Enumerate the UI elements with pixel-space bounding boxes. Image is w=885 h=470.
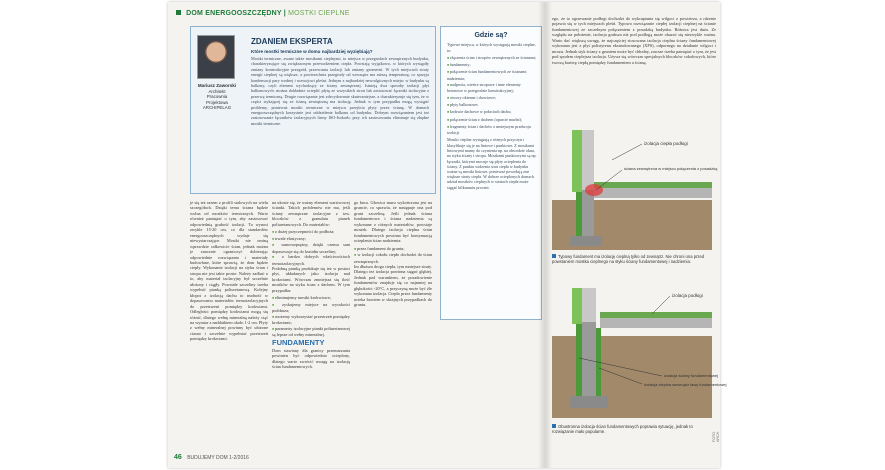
expert-company: ARCHIPELAG [202,105,232,111]
where-item: ■ złączenia ścian i stropów zewnętrznych ze ścianami; [447,55,537,61]
fig2-label-1: izolacja podłogi [672,293,703,298]
where-box [440,26,542,320]
figure-2-caption [552,424,712,434]
fig1-wall-insulation [572,130,582,192]
fig1-foundation-insulation [576,192,582,238]
photo-credit: FOTO: ARCH. [712,430,720,442]
figure-double-insulation [552,288,727,418]
fig1-floor-insulation [594,182,712,188]
expert-role3: Projektowa [206,99,228,105]
caption-dot-icon [552,424,556,428]
where-item: ■ krokwie dachowe w połaciach dachu; [447,109,537,115]
expert-box [190,26,436,194]
figure-1-caption [552,254,712,264]
column-2-item: ■ eliminujemy mostki krokwiowe; [272,295,350,301]
right-page [546,2,727,468]
fig1-label-1: izolacja ciepła podłogi [644,141,688,146]
where-intro: Typowe miejsca, w których występują mostki cieplne, to: [447,42,536,54]
fig1-wall-above [582,130,594,190]
page-footer [174,454,249,461]
where-item: ■ połączenie ścian z dachem (oparcie murłat); [447,117,537,123]
expert-role1: Architekt [208,88,226,94]
fig2-label-3: izolacja cieplna wewnątrz ławy fundamentowej [644,382,727,387]
column-2-item: ■ zyskujemy miejsce na wysokości poddasza; [272,302,350,314]
column-2 [272,200,350,372]
expert-title: ZDANIEM EKSPERTA [251,37,333,46]
expert-role2: Pracownia [206,94,228,100]
column-2-item: ■ możemy wykorzystać przestrzeń pomiędzy krokwiami; [272,314,350,326]
fig1-label-2: ściana zewnętrzna w miejscu połączenia z posadzką [624,166,718,171]
right-paragraph: ego, że to ogrzewanie podłogi dochodzi do wykrapiania się wilgoci z powietrza, a rdzenie pojawia się w tych miejscach pleśń. Typowo rozwiązanie ciepłej izolacji cieplnej na ścianie fundamentowej ze szczelnym połączeniem z posadzką budynku. Różnica jest duża. Ze względu na położenie, izolacja grubsza niż pod podłogą może okazać się niezwykle ważna. Warto dać większą uwagę, że najczęściej stosowana izolacja cieplna ściany fundamentowej wykonana jest z płyt polistyrenu ekstrudowanego (XPS), odpornego na działanie wilgoci i mrozu. Jednak styk ściany z gruntem może być chłodny, zawsze trzeba pamiętać o tym, że jest pod spodem cieplejsza izolacja. Używa się wówczas specjalnych bloczków cokołowych, które tworzą barierę ciepłą pomiędzy fundamentem a ścianą. [552,16,716,65]
fig2-outer-insulation [576,324,582,396]
column-2-item: ■ trwale elastyczny; [272,236,350,242]
fig1-foundation-wall [582,190,594,238]
column-3-item: ■ przez fundament do gruntu; [354,246,432,252]
expert-question: Które mostki termiczne w domu najbardziej wyziębiają? [251,49,373,54]
header-divider: | [283,10,289,17]
where-title: Gdzie są? [474,32,508,39]
column-1-text: je się też razem z profili stalowych na wielu szczegółach. Dzięki temu ściana będzie wolna od mostków termicznych. Warto również pamiętać o tym, aby zastosować odpowiednią grubość izolacji. Ta wynosi zwykle 15-20 cm, co dla standardów energooszczędnych wydaje się niewystarczające. Mostki nie ominą wprawdzie całkowicie ścian, jednak można je znacznie ograniczyć dobierając odpowiednie rozwiązania i materiały budowlane, które sprawią, że dom będzie ciepły. Wykonanie izolacji na styku ścian i stropu nie jest takie proste. Należy zadbać o to, aby materiał izolacyjny był szczelnie ułożony i ciągły. Powstałe szczeliny trzeba wypełnić pianką poliuretanową. Kolejny kłopot z izolacją dachu to trudność w dopasowaniu materiałów termoizolacyjnych do przestrzeni pomiędzy krokwiami. Odległości pomiędzy krokwiami mogą się różnić, dlatego wełnę mineralną należy ciąć na wymiar z naddatkiem około 1-2 cm. Płyty z wełny mineralnej powinny być ułożone ciasno i szczelnie wypełniać przestrzeń pomiędzy krokwiami. [190,200,268,342]
fig1-thermal-bridge-marker [585,184,603,196]
header-square-icon [176,10,181,15]
left-page [168,2,544,468]
fig2-wall-insulation [572,288,582,324]
expert-photo [197,35,235,79]
column-3 [354,200,432,310]
magazine-spread [168,2,727,468]
where-item: ■ połączenie ścian fundamentowych ze ścianami nadziemia; [447,69,537,80]
column-2-fund: Dom stawiany dla granicy przemarzania powinien być odpowiednio ocieplony, dlatego warto zwrócić uwagę na izolację ścian fundamentowych. [272,347,350,370]
column-2-mid: Podobną pianką produkuje się też w postaci płyt, układanych jako izolacja nad krokwiami. Wówczas zmniejsza się ilość mostków na styku ścian z dachem. W tym przypadku: [272,265,350,293]
where-item: ■ płyty balkonowe; [447,102,537,108]
section-header [176,10,350,17]
column-2-list [272,229,350,266]
right-text [552,16,716,67]
where-item: ■ nadproża, wieńce stropowe i inne elementy betonowe w przegrodzie konstrukcyjnej; [447,82,537,93]
figure-1-caption-text: Typowy fundament ma izolację cieplną tylko od zewnątrz. Nie chroni ona przed powstaniem mostka cieplnego na styku ściany fundamentowej i nadziemia. [552,254,705,265]
column-2-intro: na ukosie się, że ważny element warstwowej ścianki. Takich problemów nie ma, jeśli ściany zewnętrzne izolacyjne z tzw. bloczków z granulatu pianek poliuretanowych. Do materiałów: [272,200,350,227]
header-subsection: MOSTKI CIEPLNE [288,10,350,17]
column-1 [190,200,268,344]
fig2-wall-above [582,288,596,322]
figure-2-caption-text: Obustronna izolacja ścian fundamentowych poprawia sytuację, jednak to rozwiązanie mało popularne. [552,424,693,435]
column-3-item: ■ w izolacji cokołu ciepło dochodzi do ścian zewnętrznych. [354,252,432,264]
where-item: ■ fundamenty; [447,62,537,68]
column-3-end: Im dłuższa droga ciepła, tym mniejsze straty. Dlatego też izolacja powinna sięgać głębiej. Jednak pod warunkiem, że posadowienie fundamentów znajduje się co najmniej na głębokości -20°C, a przyczyną może być źle wykonana izolacja. Ciepło przez fundamenty ucieka bowiem w skrajnych przypadkach do gruntu. [354,263,432,308]
where-item: ■ fragmenty ścian i dachów o mniejszym przekroju izolacji. [447,124,537,135]
column-3-list [354,246,432,264]
column-2-item: ■ o dużej przyczepności do podłoża; [272,229,350,235]
fig2-floor-insulation [600,312,712,318]
fig1-floor-slab [594,188,712,198]
magazine-name: BUDUJEMY DOM 1-2/2016 [187,455,249,461]
column-3-text: go ława. Głowica muru wykończona jest na gruncie, co sprawia, że następuje ona pod grunt szczeliną. Jeśli jednak ściana fundamentowa i ściana nadziemia są wykonane z różnych materiałów, powstaje mostek. Dlatego izolacja cieplna ścian fundamentowych powinna być kontynuacją ocieplenia ścian nadziemia: [354,200,432,244]
where-list [441,42,541,190]
figure-typical-foundation [552,130,718,250]
fig1-footing [570,236,602,246]
expert-body: Mostki termiczne, zwane także mostkami cieplnymi, to miejsca w przegrodach zewnętrznych budynku, charakteryzujące się zwiększonym przewodzeniem ciepła. Powstają wyjątkowo, w których wystąpiły zmiany konstrukcyjne przegród, przerwania izolacji lub zmiany geometrii. W tych miejscach straty energii cieplnej są większe, a powierzchnia przegrody od wewnątrz ma niższą temperaturę, co sprzyja kondensacji pary wodnej i rozwojowi pleśni. Jednym z najbardziej newralgicznych miejsc w budynku są balkony, czyli element wychodzący ze ściany zewnętrznej. Istnieją dwa sposoby izolacji płyt balkonowych: można dokładnie ocieplić płytę ze wszystkich stron lub zastosować łączniki izolacyjne z przerwą termiczną. Drugie rozwiązanie jest zdecydowanie skuteczniejsze, a charakteryzuje się tym, że w części stykającej się ze ścianą zewnętrzną ma izolację. Jednak w tym przypadku mogą wystąpić problemy, ponieważ mostki termiczne w miejscu przejścia płyty przez ścianę. W domach energooszczędnych korzystnie jest oddzielenie balkonu od budynku. Dobrym rozwiązaniem jest też zastosowanie łączników izolacyjnych firmy ISO-Isokorb; przy ich zastosowaniu eliminuje się zbędne mostki termiczne. [251,56,429,126]
caption-dot-icon [552,254,556,258]
fig2-floor-slab [600,318,712,328]
column-2-list-2 [272,295,350,337]
where-outro: Mostki cieplne występują z różnych przyczyn i klasyfikuje się je na liniowe i punktowe. Z mostkami liniowymi mamy do czynienia np. na obwodzie okna, na styku ściany i stropu. Mostkami punktowymi są np. łączniki, którymi mocuje się płyty ocieplenia do ściany. Z punktu widzenia strat ciepła w budynku ważne są mostki liniowe, ponieważ powodują one większe straty ciepła. W dobrze ocieplonych domach udział mostków cieplnych w stratach ciepła może sięgać kilkunastu procent. [447,136,537,190]
where-item: ■ otwory okienne i drzwiowe; [447,95,537,101]
fundamenty-heading: FUNDAMENTY [272,338,325,348]
article-columns [190,200,436,446]
expert-name: Mariusz Zaworski [197,83,237,88]
page-number: 46 [174,454,182,461]
header-section: DOM ENERGOOSZCZĘDNY [186,10,282,17]
column-2-item: ■ o bardzo dobrych właściwościach termoizolacyjnych. [272,254,350,266]
column-2-item: ■ parametry izolacyjne pianki poliuretanowej są lepsze od wełny mineralnej. [272,326,350,338]
expert-person [193,83,241,111]
fig2-footing [570,396,608,408]
column-2-item: ■ samorozprężny, dzięki czemu sam dopasowuje się do kształtu szczeliny; [272,242,350,254]
fig2-label-2: izolacja ściany fundamentowej [664,373,719,378]
